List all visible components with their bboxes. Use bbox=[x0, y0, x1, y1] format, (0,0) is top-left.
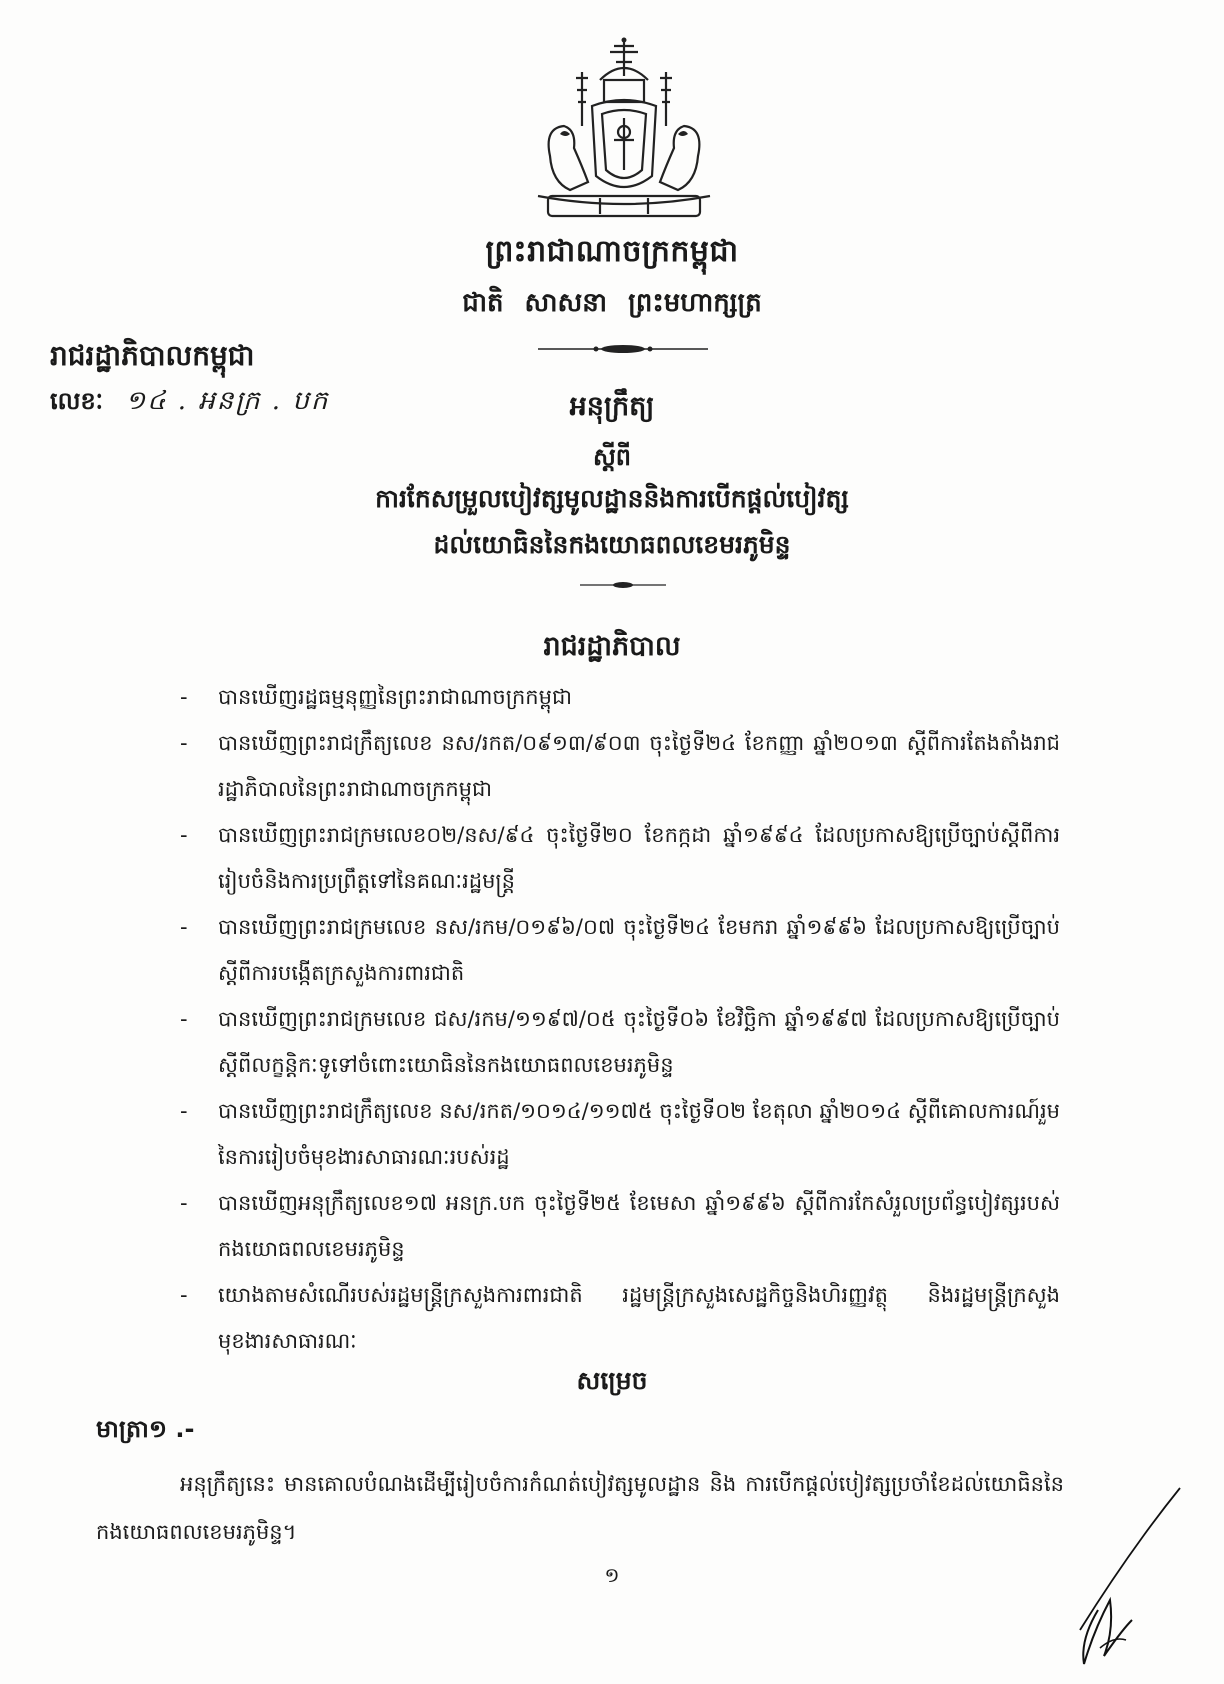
kingdom-title: ព្រះរាជាណាចក្រកម្ពុជា bbox=[485, 234, 739, 269]
list-item: - បានឃើញព្រះរាជក្រឹត្យលេខ នស/រកត/០៩១៣/៩០៣ ចុះថ្ងៃទី២៤ ខែកញ្ញា ឆ្នាំ២០១៣ ស្តីពីការតែងតាំងរាជរដ្ឋាភិបាលនៃព្រះរាជាណាចក្រកម្ពុជា bbox=[180, 720, 1060, 812]
reference-value: ១៤ . អនក្រ . បក bbox=[125, 386, 330, 416]
article-1-heading: មាត្រា១ .- bbox=[96, 1415, 195, 1443]
list-item: - បានឃើញព្រះរាជក្រមលេខ នស/រកម/០១៩៦/០៧ ចុះថ្ងៃទី២៤ ខែមករា ឆ្នាំ១៩៩៦ ដែលប្រកាសឱ្យប្រើច្បាប់ស្តីពីការបង្កើតក្រសួងការពារជាតិ bbox=[180, 904, 1060, 996]
subject-line-2: ដល់យោធិននៃកងយោធពលខេមរភូមិន្ទ bbox=[433, 530, 791, 559]
divider-ornament-small bbox=[580, 578, 666, 592]
issuer-heading: រាជរដ្ឋាភិបាល bbox=[543, 631, 681, 662]
handwritten-initials-signature bbox=[1040, 1480, 1190, 1670]
list-item: - យោងតាមសំណើរបស់រដ្ឋមន្ត្រីក្រសួងការពារជាតិ រដ្ឋមន្ត្រីក្រសួងសេដ្ឋកិច្ចនិងហិរញ្ញវត្ថុ និងរដ្ឋមន្ត្រីក្រសួងមុខងារសាធារណៈ bbox=[180, 1272, 1060, 1364]
subject-line-1: ការកែសម្រួលបៀវត្សមូលដ្ឋាននិងការបើកផ្តល់បៀវត្ស bbox=[375, 484, 849, 513]
regarding-label: ស្តីពី bbox=[592, 443, 632, 471]
reference-label: លេខៈ bbox=[50, 387, 104, 415]
divider-ornament bbox=[538, 342, 708, 356]
article-1-text: អនុក្រឹត្យនេះ មានគោលបំណងដើម្បីរៀបចំការកំណត់បៀវត្សមូលដ្ឋាន និង ការបើកផ្តល់បៀវត្សប្រចាំខែដល់យោធិននៃកងយោធពលខេមរភូមិន្ទ។ bbox=[96, 1472, 1064, 1544]
list-item: - បានឃើញអនុក្រឹត្យលេខ១៧ អនក្រ.បក ចុះថ្ងៃទី២៥ ខែមេសា ឆ្នាំ១៩៩៦ ស្តីពីការកែសំរួលប្រព័ន្ធបៀវត្សរបស់កងយោធពលខេមរភូមិន្ទ bbox=[180, 1180, 1060, 1272]
list-item: - បានឃើញព្រះរាជក្រឹត្យលេខ នស/រកត/១០១៤/១១៧៥ ចុះថ្ងៃទី០២ ខែតុលា ឆ្នាំ២០១៤ ស្តីពីគោលការណ៍រួមនៃការរៀបចំមុខងារសាធារណៈរបស់រដ្ឋ bbox=[180, 1088, 1060, 1180]
royal-coat-of-arms-emblem bbox=[530, 36, 718, 224]
list-item: - បានឃើញព្រះរាជក្រមលេខ ជស/រកម/១១៩៧/០៥ ចុះថ្ងៃទី០៦ ខែវិច្ឆិកា ឆ្នាំ១៩៩៧ ដែលប្រកាសឱ្យប្រើច្បាប់ស្តីពីលក្ខន្តិកៈទូទៅចំពោះយោធិននៃកងយោធពលខេមរភូមិន្ទ bbox=[180, 996, 1060, 1088]
considerations-list bbox=[180, 674, 1060, 1364]
issuing-government: រាជរដ្ឋាភិបាលកម្ពុជា bbox=[50, 339, 255, 372]
decision-heading: សម្រេច bbox=[576, 1366, 648, 1395]
page-number: ១ bbox=[604, 1563, 620, 1587]
list-item: - បានឃើញព្រះរាជក្រមលេខ០២/នស/៩៤ ចុះថ្ងៃទី២០ ខែកក្កដា ឆ្នាំ១៩៩៤ ដែលប្រកាសឱ្យប្រើច្បាប់ស្តីពីការរៀបចំនិងការប្រព្រឹត្តទៅនៃគណៈរដ្ឋមន្ត្រី bbox=[180, 812, 1060, 904]
national-motto: ជាតិ សាសនា ព្រះមហាក្សត្រ bbox=[462, 288, 762, 318]
document-type: អនុក្រឹត្យ bbox=[569, 391, 655, 422]
list-item: - បានឃើញរដ្ឋធម្មនុញ្ញនៃព្រះរាជាណាចក្រកម្ពុជា bbox=[180, 674, 1060, 720]
